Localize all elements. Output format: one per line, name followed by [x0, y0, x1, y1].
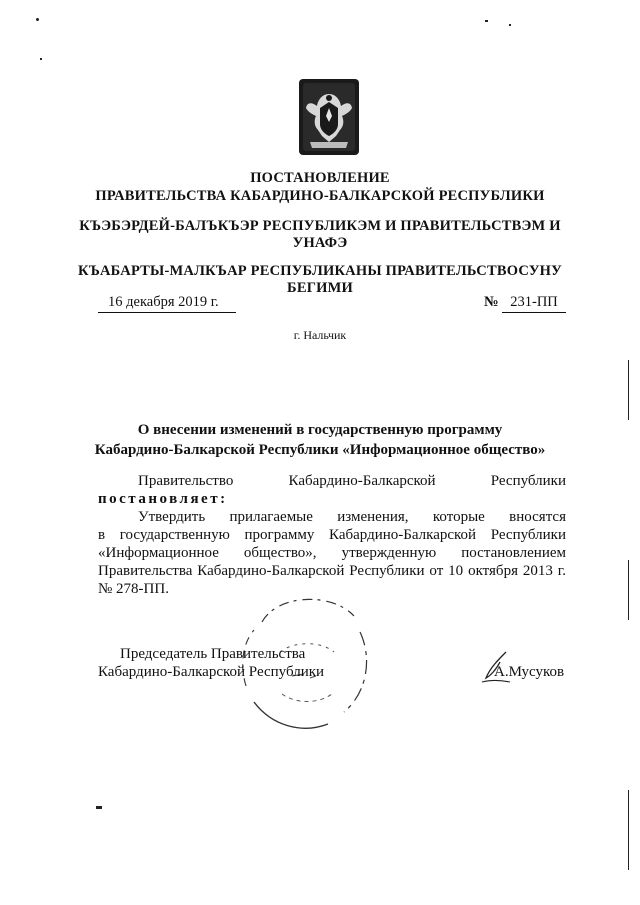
coat-of-arms-emblem — [298, 78, 360, 156]
issuer-heading-blk: КЪАБАРТЫ-МАЛКЪАР РЕСПУБЛИКАНЫ ПРАВИТЕЛЬСТВОСУНУ — [78, 263, 562, 279]
number-label: № — [484, 294, 499, 310]
scan-edge-line — [628, 360, 629, 420]
issuer-heading-kab-2: УНАФЭ — [292, 235, 348, 251]
scan-speck — [509, 24, 511, 26]
decree-paragraph-line-1: Утвердить прилагаемые изменения, которые вносятся — [138, 509, 566, 525]
issuer-heading-blk-2: БЕГИМИ — [287, 280, 353, 296]
intro-text: Правительство Кабардино-Балкарской Республики — [138, 473, 566, 489]
document-title-line-2: Кабардино-Балкарской Республики «Информационное общество» — [94, 442, 546, 458]
document-title-line-1: О внесении изменений в государственную программу — [137, 422, 503, 438]
document-number: 231-ПП — [502, 292, 566, 313]
signatory-position-line-1: Председатель Правительства — [120, 646, 306, 662]
scan-edge-line — [628, 560, 629, 620]
intro-line — [98, 472, 566, 490]
scan-speck — [485, 20, 488, 22]
doc-type-heading: ПОСТАНОВЛЕНИЕ — [250, 170, 390, 186]
document-title — [0, 420, 640, 460]
document-date: 16 декабря 2019 г. — [98, 292, 236, 313]
signatory-name: А.Мусуков — [494, 664, 565, 680]
decree-word: постановляет: — [98, 491, 228, 507]
scan-speck — [40, 58, 42, 60]
city: г. Нальчик — [293, 328, 347, 342]
signatory-position-line-2: Кабардино-Балкарской Республики — [98, 664, 325, 680]
scan-speck — [96, 806, 102, 809]
issuer-heading-kab: КЪЭБЭРДЕЙ-БАЛЪКЪЭР РЕСПУБЛИКЭМ И ПРАВИТЕЛЬСТВЭМ И — [79, 218, 561, 234]
issuer-heading-ru: ПРАВИТЕЛЬСТВА КАБАРДИНО-БАЛКАРСКОЙ РЕСПУБЛИКИ — [95, 188, 545, 204]
decree-paragraph-rest: в государственную программу Кабардино-Балкарской Республики «Информационное общество», утвержденную постановлением Правительства Кабардино-Балкарской Республики от 10 октября 2013 г. № 278-ПП. — [98, 527, 566, 597]
scan-speck — [36, 18, 39, 21]
scan-edge-line — [628, 790, 629, 870]
